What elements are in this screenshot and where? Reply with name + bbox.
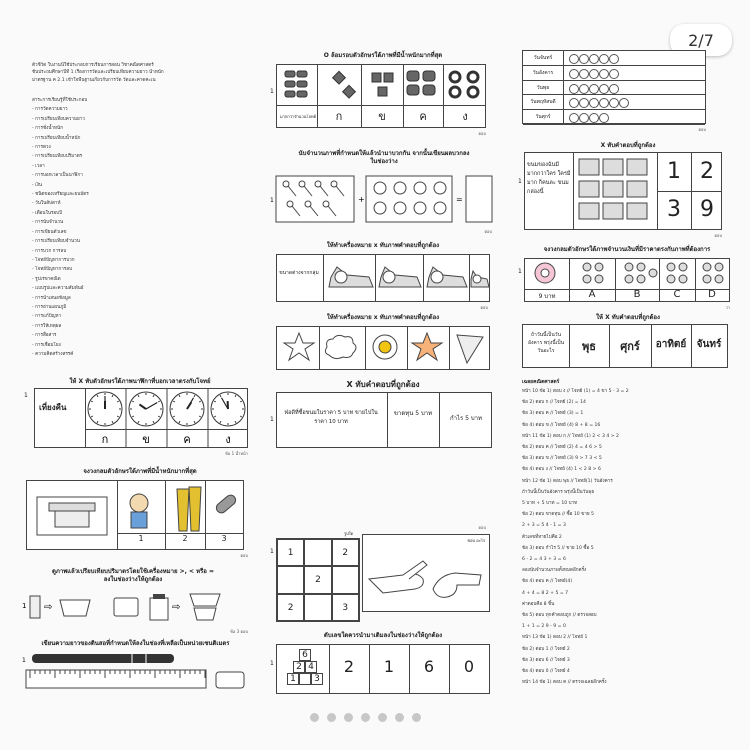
carousel-dot[interactable] [378, 713, 387, 722]
q14-choice-3: อาทิตย์ [655, 339, 687, 350]
circle-marker [579, 113, 589, 123]
q6-title-line2: ในช่องว่าง [370, 158, 398, 165]
q5-table [276, 64, 486, 128]
circle-marker [589, 69, 599, 79]
day-row [523, 51, 705, 66]
learning-content-list [32, 96, 252, 359]
content-line: - การนับจำนวน [32, 220, 64, 226]
q1-title: ให้ X ทับตัวอักษรใต้ภาพนาฬิกาที่บอกเวลาตรงกับโจทย์ [69, 378, 211, 385]
clock-3 [170, 392, 204, 426]
q12-number-1: 1 [667, 159, 681, 184]
day-label: วันพุธ [523, 81, 564, 95]
q1-choice-3: ค [183, 433, 191, 446]
q13-choice-b: B [633, 289, 641, 300]
q13-choice-a: A [588, 289, 596, 300]
answer-line: ข้อ 2) ตอบ ก // โจทย์ (2) = 14 [522, 400, 586, 406]
intro-line: ตัวชี้วัด ใบงานนี้ใช้ประกอบการเรียนการสอน วิชาคณิตศาสตร์ [32, 63, 154, 68]
pyramid-mid-2: 4 [305, 661, 317, 673]
pyramid-mid-1: 2 [293, 661, 305, 673]
q2-choice-2: 2 [182, 534, 188, 543]
answer-line: ถ้าวันนี้เป็นวันอังคาร พรุ่งนี้เป็นวันพุธ [522, 489, 595, 495]
svg-text:=: = [456, 195, 463, 204]
grid-cell: 2 [332, 539, 359, 566]
q10-note2: ชอบ อะไร [467, 538, 485, 543]
answer-line: ข้อ 2) ตอบ ค // โจทย์ (2) 4 = 4 6 > 5 [522, 445, 602, 451]
q8-title: ให้ทำเครื่องหมาย x ทับภาพคำตอบที่ถูกต้อง [326, 314, 440, 321]
answer-line: 4 + 4 = 8 2 + 5 = 7 [522, 590, 569, 596]
answer-line: หน้า 11 ข้อ 1) ตอบ ก // โจทย์ (1) 2 < 3 4 > 2 [522, 433, 619, 439]
day-label: วันพฤหัสบดี [523, 95, 564, 109]
q1-clock-table [34, 388, 248, 448]
answer-line: ค่าตอบคือ 8 ชิ้น [522, 601, 555, 607]
q2-title: จงวงกลมตัวอักษรใต้ภาพที่มีน้ำหนักมากที่สุด [83, 468, 197, 475]
circle-marker [579, 98, 589, 108]
days-table [522, 50, 706, 124]
clock-1 [88, 392, 122, 426]
carousel-dot[interactable] [412, 713, 421, 722]
day-row [523, 81, 705, 96]
content-line: - เดือนในรอบปี [32, 210, 63, 216]
content-line: - แบบรูปและความสัมพันธ์ [32, 286, 84, 292]
circle-marker [599, 113, 609, 123]
answer-line: ข้อ 4) ตอบ ข // โจทย์ (4) 8 + 8 = 16 [522, 422, 601, 428]
answer-key-title: เฉลยคณิตศาสตร์ [522, 379, 560, 385]
q12-table [524, 152, 722, 230]
grid-cell: 1 [277, 539, 304, 566]
ruler-body [26, 670, 206, 688]
answer-line: ข้อ 3) ตอบ 6 // โจทย์ 3 [522, 657, 570, 663]
answer-line: ข้อ 5) ตอบ ทุกคำตอบถูก // ตรวจสอบ [522, 613, 597, 619]
q14-choice-2: ศุกร์ [620, 340, 640, 353]
day-label: วันศุกร์ [523, 110, 564, 124]
circle-marker [599, 69, 609, 79]
q11-title: ดับเลขใดควรนำมาเติมลงในช่องว่างให้ถูกต้อง [323, 632, 443, 639]
q5-label: มากกว่าจำนวนโจทย์ [280, 114, 316, 119]
circle-marker [569, 54, 579, 64]
q5-note: ตอบ [478, 131, 486, 136]
circle-marker [579, 54, 589, 64]
q14-title: ให้ X ทับคำตอบที่ถูกต้อง [596, 314, 660, 321]
circle-marker [609, 54, 619, 64]
content-line: - การเชื่อมโยง [32, 342, 61, 348]
q12-number-2: 2 [700, 159, 714, 184]
q14-choice-1: พุธ [582, 340, 596, 353]
q9-cell-3: กำไร 5 บาท [449, 415, 482, 422]
q1-number: 1 [24, 392, 28, 399]
answer-line: ข้อ 2) ตอบ 1 // โจทย์ 2 [522, 646, 570, 652]
carousel-dot[interactable] [344, 713, 353, 722]
answer-line: ข้อ 3) ตอบ ค // โจทย์ (3) = 1 [522, 411, 584, 417]
q14-table [522, 324, 728, 368]
q5-choice-1: ก [335, 110, 343, 123]
answer-line: ข้อ 4) ตอบ ค // โจทย์(4) [522, 579, 573, 585]
answer-key [522, 386, 732, 688]
q12-number: 1 [518, 178, 522, 185]
q5-choice-2: ข [378, 110, 386, 123]
circle-marker [569, 69, 579, 79]
answer-line: หน้า 13 ข้อ 1) ตอบ 2 // โจทย์ 1 [522, 635, 588, 641]
q12-number-3: 3 [667, 197, 681, 222]
carousel-dot[interactable] [395, 713, 404, 722]
q6-note: ตอบ [484, 229, 492, 234]
intro-text [32, 62, 252, 84]
q5-number: 1 [270, 88, 274, 95]
q2-choice-1: 1 [138, 534, 144, 543]
q11-table [276, 644, 490, 694]
q10-hands [362, 534, 490, 612]
q9-number: 1 [270, 416, 274, 423]
grid-cell: 2 [304, 566, 331, 593]
content-line: - ความคิดสร้างสรรค์ [32, 351, 74, 357]
grid-cell [304, 539, 331, 566]
content-line: - วันในสัปดาห์ [32, 201, 61, 207]
q13-number: 1 [518, 268, 522, 275]
q10-label: รูปใด [344, 531, 354, 536]
content-line: - การเปรียบเทียบน้ำหนัก [32, 135, 81, 141]
circle-marker [579, 69, 589, 79]
answer-line: ตัวเลขที่หายไปคือ 2 [522, 534, 562, 540]
q9-table [276, 392, 492, 448]
content-line: - ชนิดของเหรียญและธนบัตร [32, 192, 89, 198]
q12-note: ตอบ [714, 233, 722, 238]
q8-table [276, 326, 490, 370]
answer-line: 1 + 1 = 2 9 - 9 = 0 [522, 624, 566, 630]
circle-marker [609, 84, 619, 94]
q12-title: X ทับคำตอบที่ถูกต้อง [600, 142, 656, 149]
q7-images [277, 255, 491, 301]
q1-clocks [85, 389, 249, 447]
answer-line: 6 - 2 = 4 3 + 3 = 6 [522, 557, 566, 563]
intro-line: ชั้นประถมศึกษาปีที่ 1 เรื่องการวัดและเปรียบเทียบความยาว น้ำหนัก [32, 70, 164, 76]
q13-choice-c: C [673, 289, 681, 300]
grid-cell [277, 566, 304, 593]
q9-title: X ทับคำตอบที่ถูกต้อง [346, 380, 420, 389]
day-row [523, 95, 705, 110]
svg-text:1: 1 [22, 602, 27, 610]
answer-line: ข้อ 4) ตอบ ง // โจทย์ (4) 1 < 2 8 > 6 [522, 467, 601, 473]
day-row [523, 66, 705, 81]
content-line: - การนำเสนอข้อมูล [32, 295, 71, 301]
q14-text: ถ้าวันนี้เป็นวันอังคาร พรุ่งนี้เป็นวันอะไร [527, 332, 564, 354]
day-label: วันจันทร์ [523, 51, 564, 65]
answer-line: ลองนับจำนวนภาพทั้งหมดอีกครั้ง [522, 568, 587, 574]
svg-text:+: + [358, 195, 365, 204]
q4-ruler [20, 650, 250, 700]
circle-marker [599, 54, 609, 64]
q8-images [277, 327, 491, 369]
content-line: - โจทย์ปัญหาการบวก [32, 257, 75, 263]
grid-cell: 3 [332, 594, 359, 621]
q12-number-4: 9 [700, 197, 714, 222]
carousel-dot[interactable] [361, 713, 370, 722]
content-line: - การตวง [32, 145, 51, 151]
answer-line: 5 บาท + 5 บาท = 10 บาท [522, 501, 578, 507]
svg-text:⇨: ⇨ [172, 602, 181, 613]
answer-box[interactable] [216, 672, 244, 688]
answer-line: ข้อ 2) ตอบ ขาดทุน // ซื้อ 10 ขาย 5 [522, 512, 594, 518]
q1-prompt: เที่ยงคืน [39, 403, 67, 412]
content-line: - การวัดความยาว [32, 107, 68, 113]
content-line: - การเปรียบเทียบความยาว [32, 116, 85, 122]
q3-title-line2: ลงในช่องว่างให้ถูกต้อง [103, 576, 163, 583]
circle-marker [589, 113, 599, 123]
q10-number: 1 [270, 548, 274, 555]
content-line: - การแก้ปัญหา [32, 314, 62, 320]
q1-choice-1: ก [101, 433, 109, 446]
days-note: ตอบ [698, 127, 706, 132]
circle-marker [599, 84, 609, 94]
q11-choice-4: 0 [463, 657, 475, 676]
carousel-dot[interactable] [327, 713, 336, 722]
answer-line: หน้า 12 ข้อ 1) ตอบ พุธ // โจทย์(1) วันอังคาร [522, 478, 613, 484]
q9-cell-1: ฟ่อดีที่ซื้อขนมในราคา 5 บาท ขายไปในราคา 10 บาท [284, 410, 378, 425]
day-label: วันอังคาร [523, 66, 564, 80]
q5-choice-3: ค [419, 110, 427, 123]
answer-line: ข้อ 3) ตอบ กำไร 5 // ขาย 10 ซื้อ 5 [522, 545, 594, 551]
grid-cell [332, 566, 359, 593]
content-line: - การเปรียบเทียบปริมาตร [32, 154, 83, 160]
carousel-dot[interactable] [310, 713, 319, 722]
grid-cell: 2 [277, 594, 304, 621]
content-line: - การชั่งน้ำหนัก [32, 126, 63, 132]
page-indicator-label: 2/7 [688, 30, 714, 50]
coins-image [525, 259, 731, 289]
q4-title: เขียนความยาวของดินสอที่กำหนดให้ลงในช่องที่เหลือเป็นหน่วยเซนติเมตร [41, 640, 230, 647]
q14-choice-4: จันทร์ [696, 339, 722, 350]
answer-line: หน้า 14 ข้อ 1) ตอบ ค // ตรวจเฉลยอีกครั้ง [522, 680, 607, 686]
pyramid-bot-3: 3 [311, 673, 323, 685]
q5-title: O ล้อมรอบตัวอักษรใต้ภาพที่มีน้ำหนักมากที่สุด [323, 52, 443, 59]
q1-choice-4: ง [225, 433, 231, 446]
content-line: - การอ่านแผนภูมิ [32, 304, 67, 310]
hands-image [363, 535, 489, 611]
q11-choice-2: 1 [383, 657, 395, 676]
svg-text:1: 1 [270, 197, 274, 204]
day-row [523, 110, 705, 125]
circle-marker [579, 84, 589, 94]
q13-choice-d: D [708, 289, 716, 300]
q2-choice-3: 3 [221, 534, 227, 543]
answer-line: 2 + 3 = 5 4 - 1 = 3 [522, 523, 566, 529]
q12-text: ขนมของฉันมีมากกว่าใคร ใครมีมาก ก็คนละ ขนมกล่องนี้ [527, 162, 571, 195]
q1-note: ข้อ 1 น้ำหน้า [225, 451, 248, 456]
q13-table [524, 258, 730, 302]
circle-marker [589, 54, 599, 64]
q2-weight-table [26, 480, 244, 550]
q11-choice-1: 2 [343, 657, 355, 676]
content-line: - เงิน [32, 182, 43, 188]
q4-number: 1 [22, 657, 26, 664]
q3-volume-images [20, 586, 250, 626]
intro-line: มาตรฐาน ค 2.1 เข้าใจพื้นฐานเกี่ยวกับการวัด วัดและคาดคะเน [32, 77, 156, 83]
q13-title: จงวงกลมตัวอักษรใต้ภาพจำนวนเงินที่มีราคาตรงกับภาพที่ต้องการ [543, 246, 711, 253]
circle-marker [589, 98, 599, 108]
q13-note: ว่า [725, 305, 730, 310]
q7-title: ให้ทำเครื่องหมาย x ทับภาพคำตอบที่ถูกต้อง [326, 242, 440, 249]
pyramid-top: 6 [299, 649, 311, 661]
q13-price: 9 บาท [538, 293, 556, 300]
content-line: - การบอกเวลาเป็นนาฬิกา [32, 173, 83, 179]
pyramid-bot-1: 1 [287, 673, 299, 685]
grid-cell [304, 594, 331, 621]
circle-marker [569, 84, 579, 94]
carousel-dots [310, 713, 421, 722]
circle-marker [609, 98, 619, 108]
number-pyramid [287, 649, 323, 689]
q9-cell-2: ขาดทุน 5 บาท [393, 410, 433, 417]
q7-label: ขนาดต่างจากกลุ่ม [279, 270, 319, 276]
q5-choice-4: ง [462, 110, 468, 123]
answer-line: ข้อ 3) ตอบ ข // โจทย์ (3) 9 > 7 3 < 5 [522, 456, 602, 462]
svg-text:⇨: ⇨ [44, 602, 53, 613]
q11-number: 1 [270, 660, 274, 667]
content-line: - การเปรียบเทียบจำนวน [32, 239, 80, 245]
q10-note: ตอบ [478, 525, 486, 530]
circle-marker [569, 98, 579, 108]
circle-marker [609, 69, 619, 79]
clock-4 [211, 392, 245, 426]
q2-note: ตอบ [240, 553, 248, 558]
cakes-image [575, 153, 655, 229]
q3-note: ข้อ 3 ตอบ [230, 629, 248, 634]
circle-marker [569, 113, 579, 123]
q7-table [276, 254, 490, 302]
pyramid-blank [299, 673, 311, 685]
content-line: - เวลา [32, 163, 45, 169]
circle-marker [619, 98, 629, 108]
content-line: - โจทย์ปัญหาการลบ [32, 267, 72, 273]
content-line: - การสื่อสาร [32, 333, 57, 339]
q10-grid [276, 538, 360, 622]
q7-note: ตอบ [480, 305, 488, 310]
q6-title: นับจำนวนภาพที่กำหนดให้แล้วนำมาบวกกัน จากนั้นเขียนผลบวกลง [298, 150, 470, 157]
content-line: - การให้เหตุผล [32, 323, 62, 329]
circle-marker [599, 98, 609, 108]
clock-2 [129, 392, 163, 426]
circle-marker [589, 84, 599, 94]
content-line: - การเขียนตัวเลข [32, 229, 67, 235]
answer-line: หน้า 10 ข้อ 1) ตอบ ง // โจทย์ (1) = 4 ขา 5 - 3 = 2 [522, 389, 629, 394]
q1-choice-2: ข [142, 433, 150, 446]
content-line: - รูปเรขาคณิต [32, 276, 61, 282]
content-line: - การบวก การลบ [32, 248, 67, 254]
q11-choice-3: 6 [423, 657, 435, 676]
answer-line: ข้อ 4) ตอบ 0 // โจทย์ 4 [522, 669, 570, 675]
q3-title: ดูภาพแล้วเปรียบเทียบปริมาตรโดยใช้เครื่องหมาย >, < หรือ = [51, 568, 215, 575]
q6-images [268, 172, 500, 226]
content-line: สาระการเรียนรู้ที่ใช้ประกอบ [32, 98, 88, 103]
belt [32, 654, 174, 663]
